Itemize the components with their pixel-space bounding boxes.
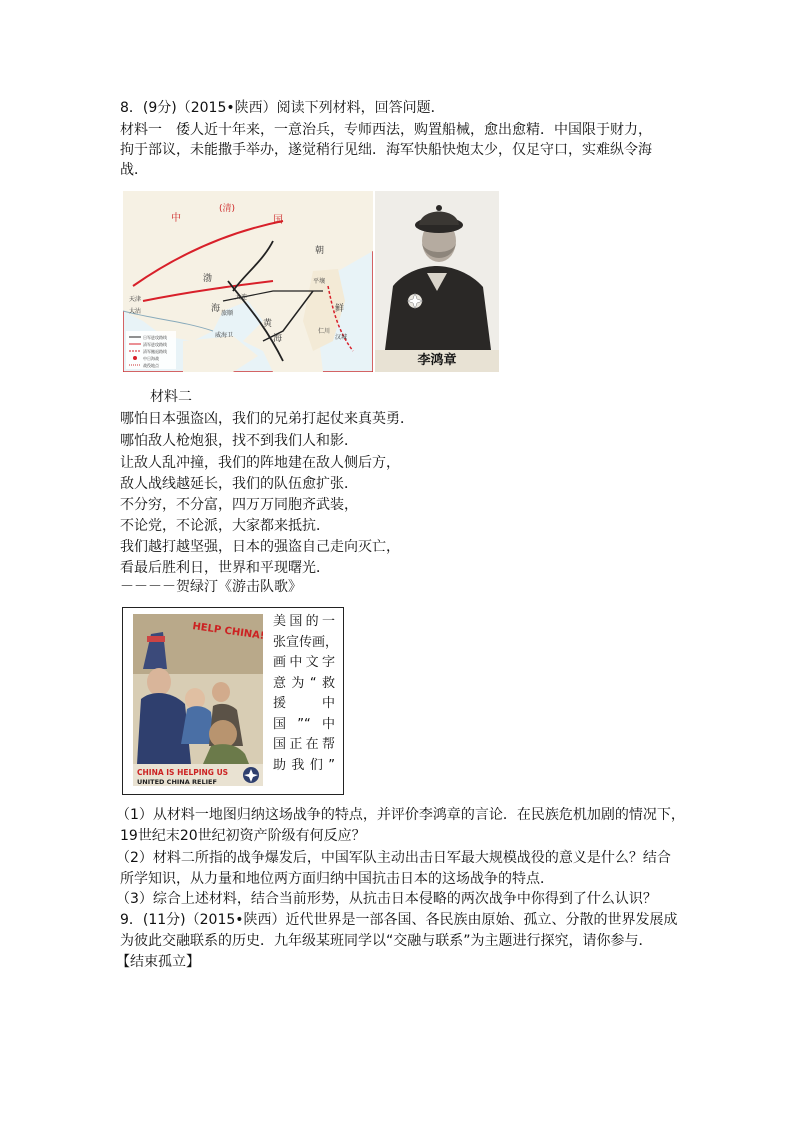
poster-description-line-6: 国”“中	[273, 716, 335, 732]
song-line-1: 哪怕日本强盗凶，我们的兄弟打起仗来真英勇．	[120, 411, 414, 427]
map-label-pingrang: 平壤	[313, 278, 326, 285]
map-label-huang: 黄	[263, 319, 273, 329]
map-label-zhong: 中	[171, 213, 181, 224]
poster-figure	[122, 607, 344, 795]
poster-description-line-7: 国正在帮	[273, 737, 335, 752]
war-map	[123, 191, 373, 372]
war-map-svg	[123, 191, 373, 372]
question-8-1-line-2: 19世纪末20世纪初资产阶级有何反应？	[120, 828, 366, 844]
poster-hat-band	[147, 636, 165, 642]
song-attribution: －－－－贺绿汀《游击队歌》	[120, 579, 302, 595]
legend-text-4: 中日海战	[143, 356, 159, 361]
li-hongzhang-portrait	[375, 191, 499, 372]
material1-line-1: 材料一 倭人近十年来，一意治兵，专师西法，购置船械，愈出愈精．中国限于财力，	[120, 122, 652, 138]
map-label-weihaiwei: 威海卫	[215, 332, 234, 339]
portrait-caption: 李鸿章	[375, 350, 499, 372]
song-line-5: 不分穷，不分富，四万万同胞齐武装，	[120, 497, 358, 513]
legend-text-3: 清军撤退路线	[143, 349, 167, 354]
question-8-header: 8．(9分)（2015•陕西）阅读下列材料，回答问题．	[120, 100, 445, 116]
map-label-hancheng: 汉城	[335, 334, 348, 341]
question-9-section: 【结束孤立】	[116, 954, 200, 970]
map-legend	[126, 331, 176, 369]
poster-top-text: HELP CHINA!	[191, 621, 263, 643]
poster-description-line-5: 援 中	[273, 696, 335, 711]
poster-description-line-1: 美国的一	[273, 614, 335, 629]
song-line-8: 看最后胜利日，世界和平现曙光．	[120, 560, 330, 576]
poster-svg	[133, 614, 263, 786]
question-8-1-line-1: （1）从材料一地图归纳这场战争的特点，并评价李鸿章的言论．在民族危机加剧的情况下，	[116, 807, 685, 823]
song-line-6: 不论党，不论派，大家都来抵抗．	[120, 518, 330, 534]
legend-text-2: 清军进攻路线	[143, 342, 167, 347]
song-line-4: 敌人战线越延长，我们的队伍愈扩张．	[120, 476, 358, 492]
map-label-hai-2: 海	[273, 334, 283, 344]
map-label-chao: 朝	[315, 246, 325, 256]
map-label-guo: 国	[273, 215, 283, 226]
poster-sam-coat	[137, 693, 191, 764]
map-label-xian: 鲜	[335, 304, 345, 314]
portrait-svg	[375, 191, 499, 350]
question-8-2-line-1: （2）材料二所指的战争爆发后，中国军队主动出击日军最大规模战役的意义是什么？结合	[116, 850, 671, 866]
poster-sam-face	[147, 668, 171, 696]
poster-description-line-3: 画中文字	[273, 655, 335, 670]
song-line-2: 哪怕敌人枪炮狠，找不到我们人和影．	[120, 433, 358, 449]
map-label-qing: (清)	[219, 204, 236, 214]
question-8-2-line-2: 所学知识，从力量和地位两方面归纳中国抗击日本的这场战争的特点．	[120, 871, 554, 887]
legend-marker-4	[133, 356, 137, 360]
map-label-dagu: 大沽	[129, 308, 142, 315]
map-label-tianjin: 天津	[129, 296, 142, 303]
song-line-3: 让敌人乱冲撞，我们的阵地建在敌人侧后方，	[120, 455, 400, 471]
help-china-poster	[133, 614, 263, 786]
poster-description	[273, 612, 339, 776]
map-label-lushun: 旅顺	[221, 310, 234, 317]
question-9-line-1: 9．(11分)（2015•陕西）近代世界是一部各国、各民族由原始、孤立、分散的世界发展成	[120, 912, 678, 928]
poster-soldier-face	[209, 720, 237, 748]
question-9-line-2: 为彼此交融联系的历史．九年级某班同学以“交融与联系”为主题进行探究，请你参与．	[120, 933, 653, 949]
song-line-7: 我们越打越坚强，日本的强盗自己走向灭亡，	[120, 539, 400, 555]
material2-label: 材料二	[150, 389, 192, 405]
material1-line-3: 战．	[120, 162, 148, 178]
poster-woman-face	[212, 682, 230, 702]
poster-description-line-2: 张宣传画，	[273, 634, 339, 650]
map-label-renchuan: 仁川	[318, 328, 331, 335]
question-8-3: （3）综合上述材料，结合当前形势，从抗击日本侵略的两次战争中你得到了什么认识？	[116, 891, 657, 907]
legend-text-1: 日军进攻路线	[143, 335, 167, 340]
poster-bottom-text-1: CHINA IS HELPING US	[137, 768, 229, 777]
portrait-hat-button	[436, 205, 442, 211]
map-label-bo: 渤	[203, 274, 213, 284]
poster-description-line-4: 意为“救	[273, 675, 335, 691]
legend-text-5: 战役地点	[143, 363, 159, 368]
map-label-hai-1: 海	[211, 304, 221, 314]
poster-description-line-8: 助我们”	[273, 757, 335, 773]
material1-line-2: 拘于部议，未能撒手举办，遂觉稍行见绌．海军快船快炮太少，仅足守口，实难纵令海	[120, 142, 652, 158]
map-label-dalian: 大连	[235, 294, 248, 301]
poster-bottom-text-2: UNITED CHINA RELIEF	[137, 778, 217, 786]
